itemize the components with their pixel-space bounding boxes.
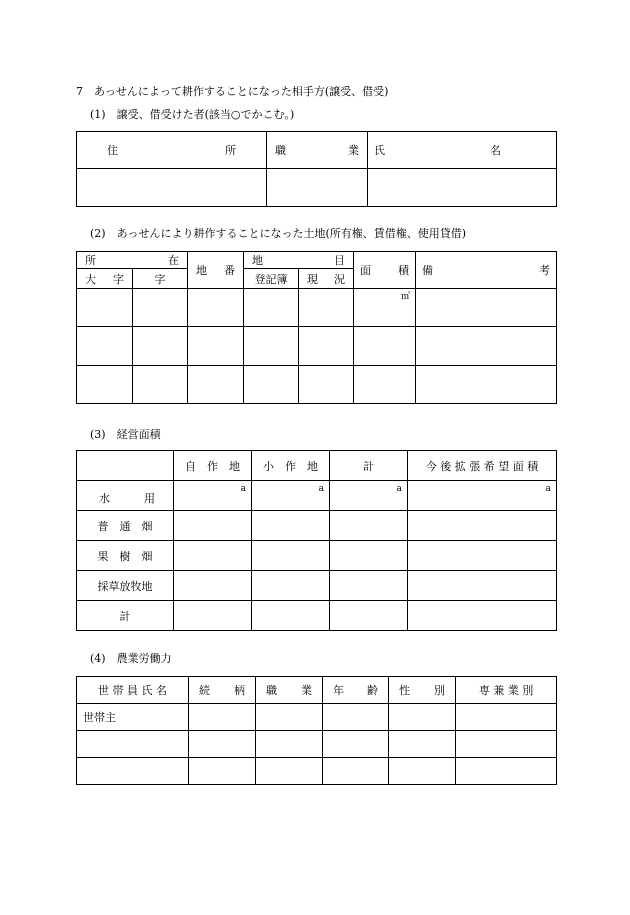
land-cell[interactable]: [77, 289, 133, 327]
header-chimoku: 地 目: [244, 252, 354, 269]
land-cell[interactable]: [133, 366, 188, 404]
area-cell[interactable]: [408, 571, 557, 601]
land-cell[interactable]: [188, 327, 244, 366]
corner-cell: [77, 451, 174, 481]
header-chiban: 地 番: [188, 252, 244, 289]
labor-cell[interactable]: [323, 731, 389, 758]
head-of-household-label: 世帯主: [77, 704, 189, 731]
land-cell[interactable]: [133, 289, 188, 327]
header-farm-type: 専 兼 業 別: [456, 677, 557, 704]
area-table: [76, 450, 557, 631]
header-genkyo: 現 況: [299, 269, 354, 289]
area-cell[interactable]: [408, 601, 557, 631]
subsection-1-title: (1) 譲受、借受けた者(該当○でかこむ。): [90, 108, 295, 121]
labor-cell[interactable]: [256, 731, 323, 758]
row-label-field: 普 通 畑: [77, 511, 174, 541]
labor-cell[interactable]: [77, 731, 189, 758]
section-title: 7 あっせんによって耕作することになった相手方(譲受、借受): [76, 85, 389, 98]
land-cell[interactable]: [244, 289, 299, 327]
labor-cell[interactable]: [323, 704, 389, 731]
menseki-cell[interactable]: [354, 289, 416, 327]
labor-cell[interactable]: [456, 704, 557, 731]
land-cell[interactable]: [299, 366, 354, 404]
area-cell[interactable]: [252, 511, 330, 541]
header-expansion: 今 後 拡 張 希 望 面 積: [408, 451, 557, 481]
address-cell[interactable]: [77, 169, 267, 207]
labor-cell[interactable]: [389, 758, 456, 785]
recipient-table: [76, 131, 557, 207]
header-location: 所 在: [77, 252, 188, 269]
labor-cell[interactable]: [323, 758, 389, 785]
header-menseki: 面 積: [354, 252, 416, 289]
unit-a: a: [396, 484, 402, 494]
area-cell[interactable]: [330, 571, 408, 601]
header-age: 年 齢: [323, 677, 389, 704]
labor-cell[interactable]: [256, 758, 323, 785]
header-sex: 性 別: [389, 677, 456, 704]
occupation-cell[interactable]: [267, 169, 368, 207]
labor-cell[interactable]: [456, 758, 557, 785]
header-biko: 備 考: [416, 252, 557, 289]
row-label-paddy: 水 用: [77, 481, 174, 511]
land-cell[interactable]: [299, 327, 354, 366]
header-aza: 字: [133, 269, 188, 289]
row-label-orchard: 果 樹 畑: [77, 541, 174, 571]
unit-m2: ㎡: [400, 292, 410, 302]
unit-a: a: [318, 484, 324, 494]
land-cell[interactable]: [416, 289, 557, 327]
labor-table: [76, 676, 557, 785]
area-cell[interactable]: [408, 541, 557, 571]
area-cell[interactable]: [252, 541, 330, 571]
area-cell[interactable]: [252, 481, 330, 511]
menseki-cell[interactable]: [354, 327, 416, 366]
labor-cell[interactable]: [456, 731, 557, 758]
land-cell[interactable]: [416, 366, 557, 404]
land-cell[interactable]: [188, 366, 244, 404]
header-touki: 登記簿: [244, 269, 299, 289]
land-table: [76, 251, 557, 404]
area-cell[interactable]: [174, 571, 252, 601]
labor-cell[interactable]: [189, 704, 256, 731]
header-relation: 続 柄: [189, 677, 256, 704]
land-cell[interactable]: [244, 327, 299, 366]
row-label-total: 計: [77, 601, 174, 631]
area-cell[interactable]: [330, 541, 408, 571]
labor-cell[interactable]: [189, 731, 256, 758]
area-cell[interactable]: [330, 481, 408, 511]
header-jisakuchi: 自 作 地: [174, 451, 252, 481]
area-cell[interactable]: [330, 601, 408, 631]
labor-cell[interactable]: [77, 758, 189, 785]
unit-a: a: [545, 484, 551, 494]
unit-a: a: [240, 484, 246, 494]
header-address: 住 所: [77, 132, 267, 169]
land-cell[interactable]: [299, 289, 354, 327]
area-cell[interactable]: [174, 481, 252, 511]
labor-cell[interactable]: [389, 731, 456, 758]
labor-cell[interactable]: [256, 704, 323, 731]
land-cell[interactable]: [133, 327, 188, 366]
land-cell[interactable]: [244, 366, 299, 404]
header-occupation: 職 業: [256, 677, 323, 704]
header-occupation: 職 業: [267, 132, 368, 169]
labor-cell[interactable]: [189, 758, 256, 785]
header-oaza: 大 字: [77, 269, 133, 289]
header-kosakuchi: 小 作 地: [252, 451, 330, 481]
subsection-2-title: (2) あっせんにより耕作することになった土地(所有権、賃借権、使用貸借): [90, 227, 467, 240]
area-cell[interactable]: [174, 601, 252, 631]
subsection-4-title: (4) 農業労働力: [90, 652, 172, 665]
land-cell[interactable]: [188, 289, 244, 327]
name-cell[interactable]: [368, 169, 557, 207]
area-cell[interactable]: [252, 571, 330, 601]
row-label-pasture: 採草放牧地: [77, 571, 174, 601]
land-cell[interactable]: [416, 327, 557, 366]
area-cell[interactable]: [330, 511, 408, 541]
area-cell[interactable]: [174, 511, 252, 541]
area-cell[interactable]: [408, 481, 557, 511]
area-cell[interactable]: [408, 511, 557, 541]
menseki-cell[interactable]: [354, 366, 416, 404]
header-total: 計: [330, 451, 408, 481]
land-cell[interactable]: [77, 366, 133, 404]
subsection-3-title: (3) 経営面積: [90, 428, 161, 441]
land-cell[interactable]: [77, 327, 133, 366]
area-cell[interactable]: [174, 541, 252, 571]
labor-cell[interactable]: [389, 704, 456, 731]
area-cell[interactable]: [252, 601, 330, 631]
header-member-name: 世 帯 員 氏 名: [77, 677, 189, 704]
header-name: 氏 名: [368, 132, 557, 169]
